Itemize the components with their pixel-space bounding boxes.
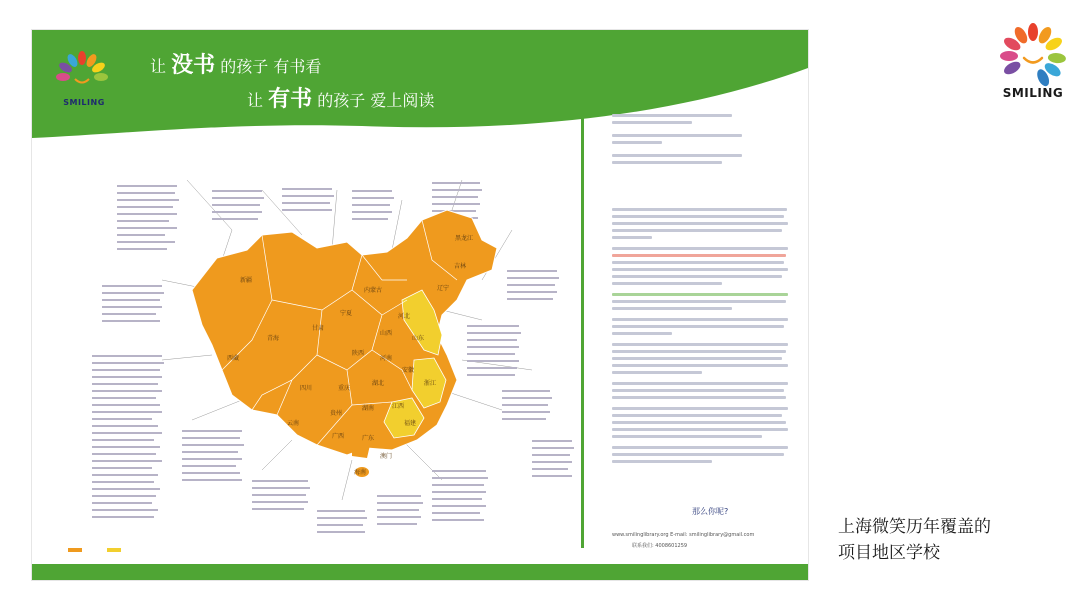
label-guizhou: 贵州 [330,410,343,417]
slogan1-big: 没书 [171,53,216,78]
slogan1-mid: 的孩子 [220,57,269,76]
logo-right-wordmark: SMILING [1002,86,1064,100]
label-chongqing: 重庆 [338,385,351,392]
label-qinghai: 青海 [267,335,280,342]
label-jiangxi: 江西 [392,403,405,410]
label-henan: 河南 [380,355,393,362]
map-legend [68,547,124,553]
label-xinjiang: 新疆 [240,277,253,284]
label-gansu: 甘肃 [312,325,325,332]
legend-swatch-yellow [107,548,121,552]
label-xizang: 西藏 [227,355,240,362]
footer-website: www.smilinglibrary.org E-mail: smilinglibrary@gmail.com [612,532,755,538]
caption-line-1: 上海微笑历年覆盖的 [838,517,991,537]
slide-caption [838,514,1058,566]
label-liaoning: 辽宁 [437,285,450,292]
slogan-line-1 [150,48,321,79]
slogan2-mid: 的孩子 [317,91,366,110]
poster [32,30,808,580]
label-yunnan: 云南 [287,420,300,427]
label-zhejiang: 浙江 [424,380,437,387]
label-jilin: 吉林 [454,263,467,270]
slogan2-big: 有书 [268,87,313,112]
slogan-line-2 [247,82,434,113]
slogan2-post: 爱上阅读 [370,91,435,110]
footer-contact: 联系我们: 4008601259 [632,543,688,549]
legend-swatch-orange [68,548,82,552]
label-neimenggu: 内蒙古 [364,287,383,294]
column-divider [581,118,584,548]
logo-wordmark: SMILING [63,98,105,107]
slogan1-post: 有书看 [273,57,322,76]
label-heilongjiang: 黑龙江 [455,235,474,242]
poster-text-column [612,114,794,544]
label-hunan: 湖南 [362,405,375,412]
china-map-area [62,140,582,560]
label-hebei: 河北 [398,313,411,320]
label-ningxia: 宁夏 [340,310,353,317]
caption-line-2: 项目地区学校 [838,543,940,563]
intro-paragraph [612,114,752,164]
label-shaanxi: 陕西 [352,350,365,357]
closing-question: 那么你呢? [692,507,729,516]
label-hainan: 海南 [354,469,367,476]
china-map [62,140,582,560]
label-sichuan: 四川 [300,385,313,392]
slogan1-pre: 让 [150,57,167,76]
label-macau: 澳门 [380,453,393,460]
body-paragraphs [612,208,794,463]
label-shanxi: 山西 [380,330,393,337]
label-guangdong: 广东 [362,435,375,442]
slogan2-pre: 让 [247,91,264,110]
label-shandong: 山东 [412,335,425,342]
label-hubei: 湖北 [372,380,385,387]
label-anhui: 安徽 [402,367,415,374]
label-fujian: 福建 [404,420,417,427]
poster-bottom-bar [32,564,808,580]
label-guangxi: 广西 [332,433,345,440]
